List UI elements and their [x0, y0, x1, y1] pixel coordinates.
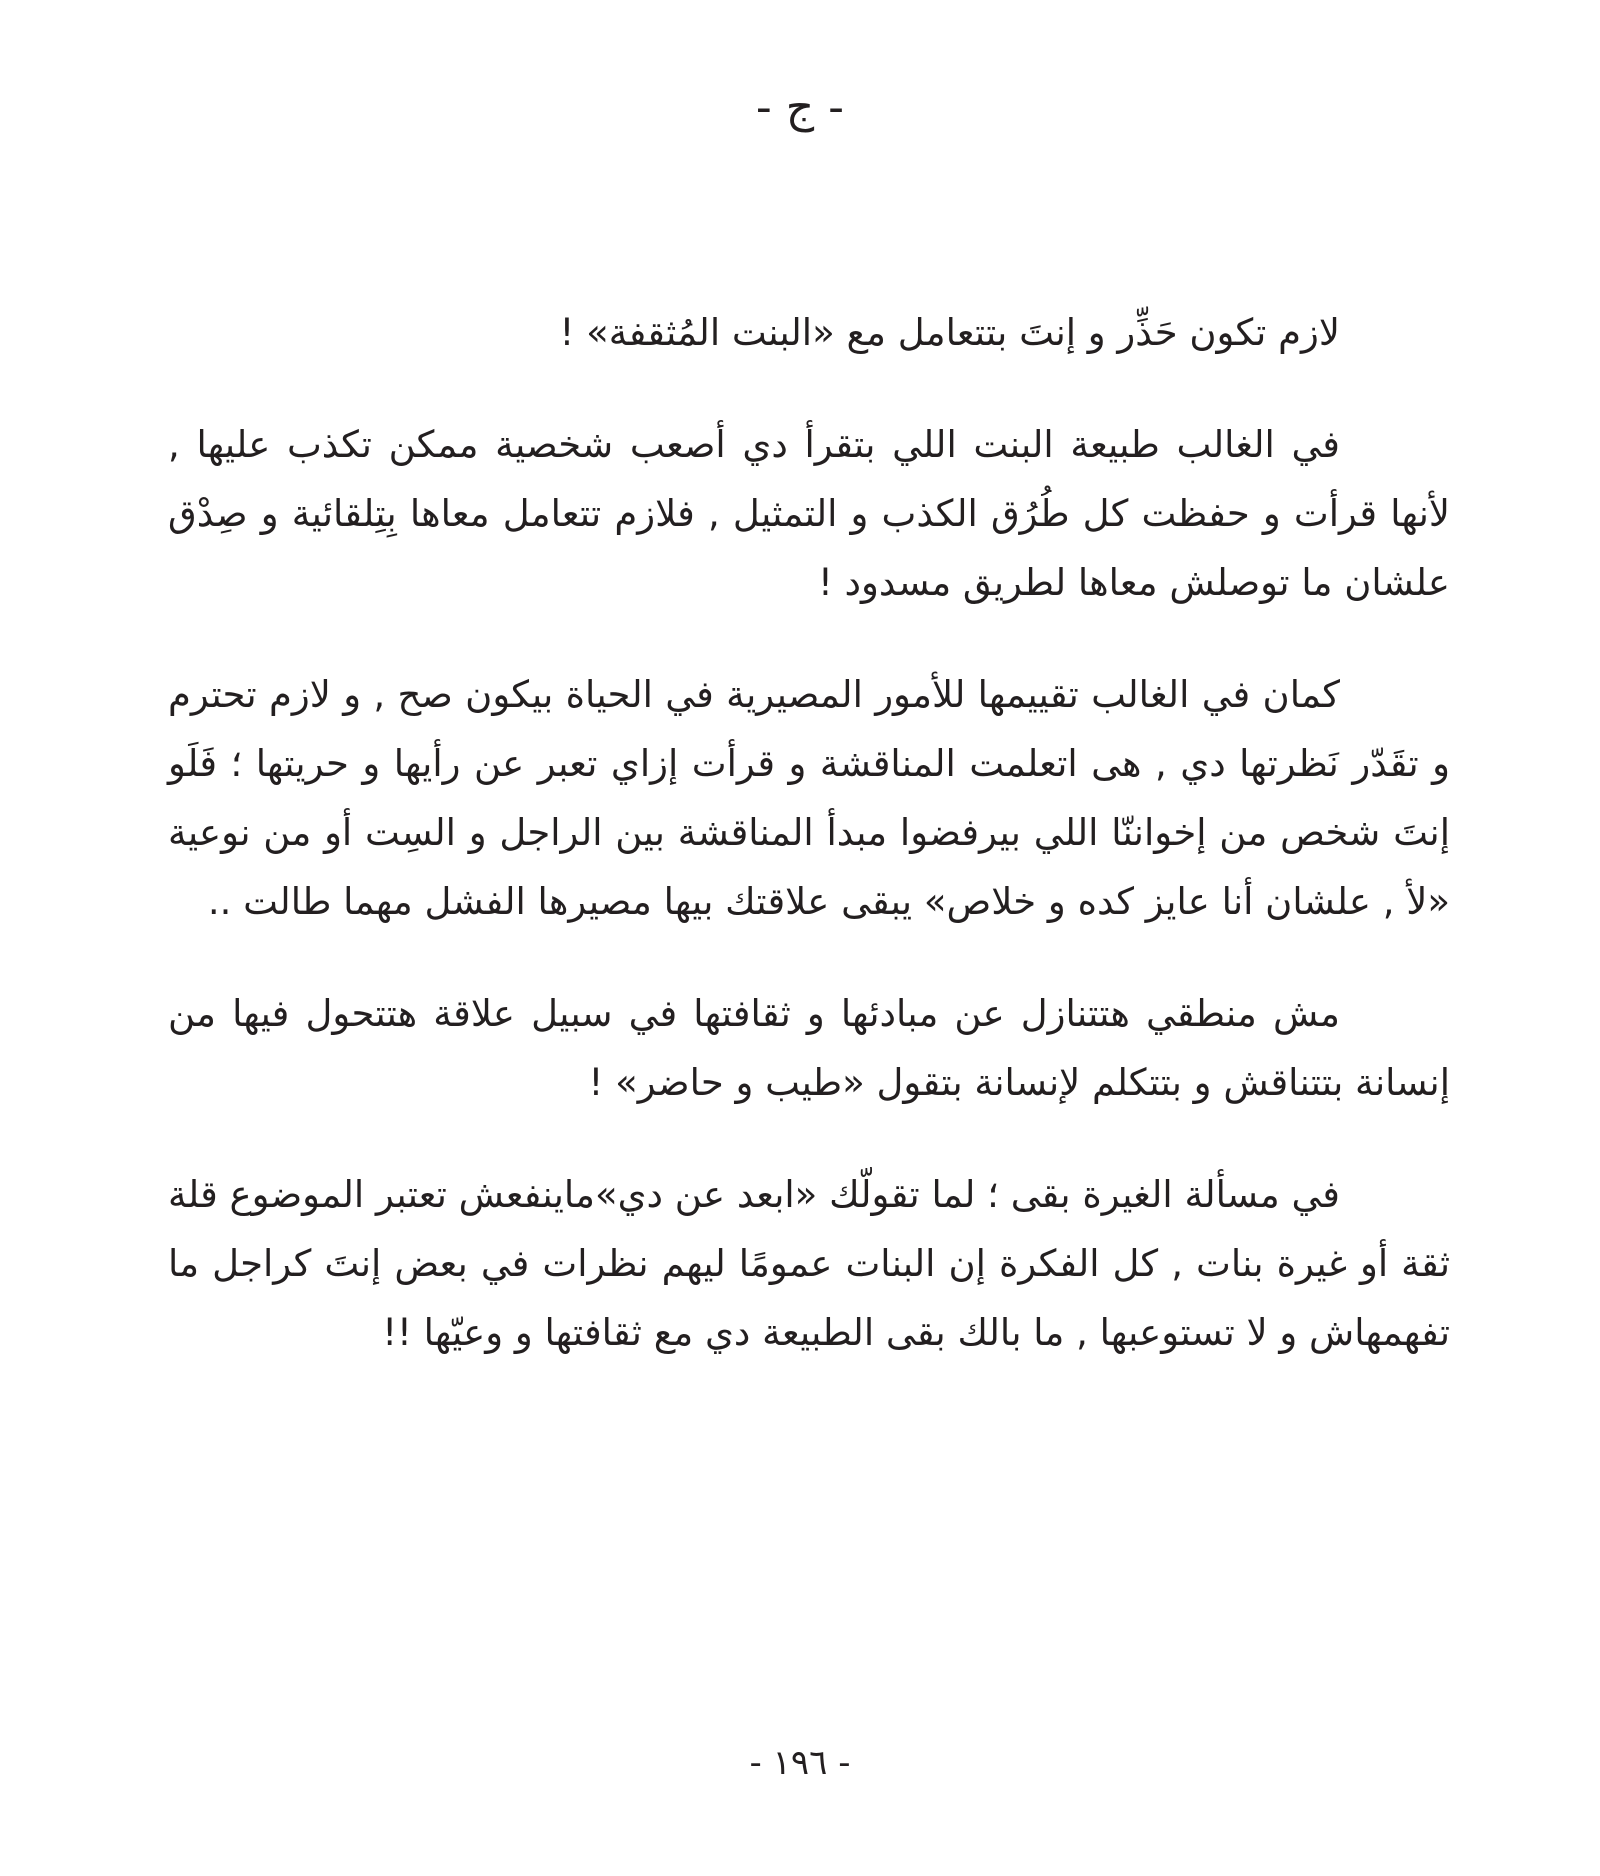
- body-text: [168, 298, 1450, 1410]
- section-letter-heading: - ج -: [755, 82, 845, 133]
- paragraph-3: كمان في الغالب تقييمها للأمور المصيرية في الحياة بيكون صح , و لازم تحترم و تقَدّر نَظرتها دي , هى اتعلمت المناقشة و قرأت إزاي تعبر عن رأيها و حريتها ؛ فَلَو إنتَ شخص من إخواننّا اللي بيرفضوا مبدأ المناقشة بين الراجل و السِت أو من نوعية «لأ , علشان أنا عايز كده و خلاص» يبقى علاقتك بيها مصيرها الفشل مهما طالت ..: [168, 673, 1450, 923]
- page-number: - ١٩٦ -: [749, 1743, 851, 1783]
- paragraph-2: في الغالب طبيعة البنت اللي بتقرأ دي أصعب شخصية ممكن تكذب عليها , لأنها قرأت و حفظت كل طُرُق الكذب و التمثيل , فلازم تتعامل معاها بِتِلقائية و صِدْق علشان ما توصلش معاها لطريق مسدود !: [168, 423, 1450, 604]
- paragraph-5: في مسألة الغيرة بقى ؛ لما تقولّك «ابعد عن دي»ماينفعش تعتبر الموضوع قلة ثقة أو غيرة بنات , كل الفكرة إن البنات عمومًا ليهم نظرات في بعض إنتَ كراجل ما تفهمهاش و لا تستوعبها , ما بالك بقى الطبيعة دي مع ثقافتها و وعيّها !!: [168, 1173, 1450, 1354]
- paragraph-1: لازم تكون حَذِّر و إنتَ بتتعامل مع «البنت المُثقفة» !: [559, 311, 1340, 354]
- paragraph-4: مش منطقي هتتنازل عن مبادئها و ثقافتها في سبيل علاقة هتتحول فيها من إنسانة بتتناقش و بتتكلم لإنسانة بتقول «طيب و حاضر» !: [168, 992, 1450, 1104]
